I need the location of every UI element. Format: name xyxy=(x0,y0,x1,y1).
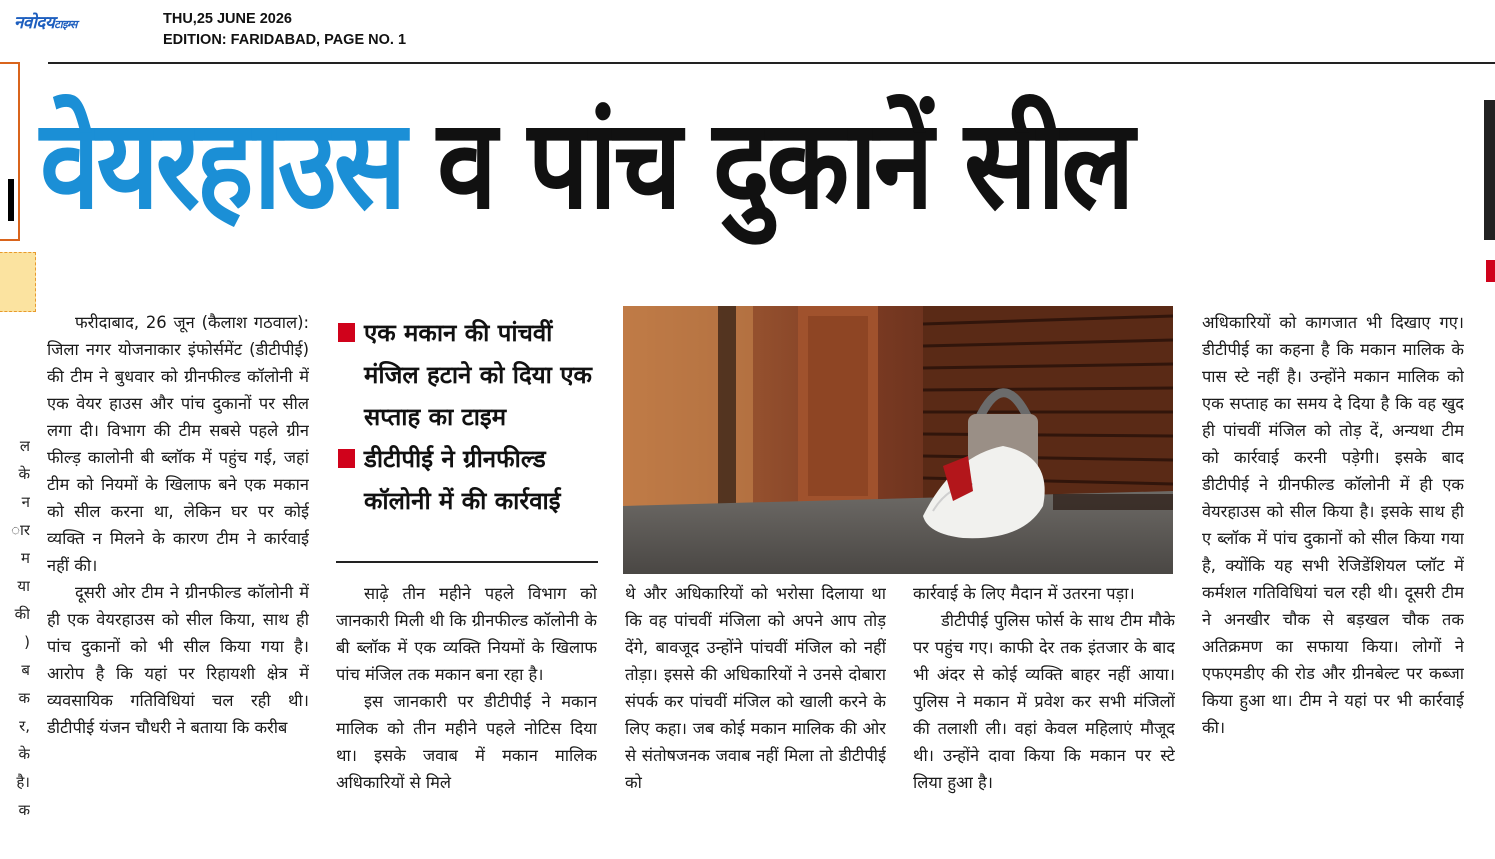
news-photo-sealed-lock[interactable] xyxy=(623,306,1173,574)
article-paragraph: साढ़े तीन महीने पहले विभाग को जानकारी मिली थी कि ग्रीनफील्ड कॉलोनी के बी ब्लॉक में एक व्यक्ति नियमों के खिलाफ पांच मंजिल तक मकान बना रहा है। xyxy=(336,584,597,684)
article-paragraph: थे और अधिकारियों को भरोसा दिलाया था कि वह पांचवीं मंजिला को अपने आप तोड़ देंगे, बावजूद उन्होंने पांचवीं मंजिल को नहीं तोड़ा। इससे की अधिकारियों ने उनसे दोबारा संपर्क कर पांचवीं मंजिल को खाली करने के लिए कहा। जब कोई मकान मालिक की ओर से संतोषजनक जवाब नहीं मिला तो डीटीपीई को xyxy=(625,584,886,792)
article-paragraph: दूसरी ओर टीम ने ग्रीनफील्ड कॉलोनी में ही एक वेयरहाउस को सील किया, साथ ही पांच दुकानों को भी सील किया गया है। आरोप है कि यहां पर रिहायशी क्षेत्र में व्यवसायिक गतिविधियां चल रही थी। डीटीपीई यंजन चौधरी ने बताया कि करीब xyxy=(47,583,309,737)
adjacent-right-strip xyxy=(1478,92,1495,859)
header-rule xyxy=(48,62,1495,64)
subheadline-item: डीटीपीई ने ग्रीनफील्ड कॉलोनी में की कार्रवाई xyxy=(336,438,598,522)
subheadline-rule xyxy=(336,561,598,563)
article-paragraph: इस जानकारी पर डीटीपीई ने मकान मालिक को तीन महीने पहले नोटिस दिया था। इसके जवाब में मकान मालिक अधिकारियों से मिले xyxy=(336,692,597,792)
headline xyxy=(40,70,1131,285)
logo-main: नवोदय xyxy=(14,13,55,33)
article-column-4 xyxy=(913,580,1175,850)
article-paragraph: फरीदाबाद, 26 जून (कैलाश गठवाल): जिला नगर योजनाकार इंफोर्समेंट (डीटीपीई) की टीम ने बुधवार को ग्रीनफील्ड कॉलोनी में एक वेयर हाउस और पांच दुकानों पर सील लगा दी। विभाग की टीम सबसे पहले ग्रीन फील्ड़ कालोनी बी ब्लॉक में पहुंच गई, जहां टीम को नियमों के खिलाफ बने एक मकान को सील करना था, लेकिन घर पर कोई व्यक्ति न मिलने के कारण टीम ने कार्रवाई नहीं की। xyxy=(47,313,309,575)
page-header xyxy=(0,0,1495,60)
sealed-lock-photo xyxy=(623,306,1173,574)
headline-highlight: वेयरहाउस xyxy=(40,93,404,237)
article-column-1 xyxy=(47,309,309,857)
adjacent-headline-fragment xyxy=(1484,100,1495,240)
headline-rest: व पांच दुकानें सील xyxy=(403,93,1132,237)
article-paragraph: कार्रवाई के लिए मैदान में उतरना पड़ा। xyxy=(913,584,1135,603)
subheadline-box xyxy=(336,312,598,570)
newspaper-logo[interactable] xyxy=(14,10,77,33)
adjacent-ad-box xyxy=(0,252,36,312)
article-paragraph: डीटीपीई पुलिस फोर्स के साथ टीम मौके पर पहुंच गए। काफी देर तक इंतजार के बाद भी अंदर से कोई व्यक्ति बाहर नहीं आया। पुलिस ने मकान में प्रवेश कर सभी मंजिलों की तलाशी ली। वहां केवल महिलाएं मौजूद थी। उन्होंने दावा किया कि मकान पर स्टे लिया हुआ है। xyxy=(913,611,1175,792)
subheadline-item: एक मकान की पांचवीं मंजिल हटाने को दिया एक सप्ताह का टाइम xyxy=(336,312,598,438)
article-paragraph: अधिकारियों को कागजात भी दिखाए गए। डीटीपीई का कहना है कि मकान मालिक के पास स्टे नहीं है। उन्होंने मकान मालिक को एक सप्ताह का समय दे दिया है कि वह खुद ही पांचवीं मंजिल को तोड़ दें, अन्यथा टीम को कार्रवाई करनी पड़ेगी। इसके बाद डीटीपीई ने ग्रीनफील्ड कॉलोनी में ही एक वेयरहाउस को सील किया है। इसके साथ ही ए ब्लॉक में पांच दुकानों को सील किया गया है, क्योंकि यह सभी रेजिडेंशियल प्लॉट में कर्मशल गतिविधियां चल रही थी। दूसरी टीम ने अनखीर चौक से बड़खल चौक तक अतिक्रमण का सफाया किया। लोगों ने एफएमडीए की रोड और ग्रीनबेल्ट पर कब्जा किया हुआ था। टीम ने यहां पर भी कार्रवाई की। xyxy=(1202,313,1464,737)
logo-sub: टाइम्स xyxy=(54,18,77,31)
edition-info: EDITION: FARIDABAD, PAGE NO. 1 xyxy=(163,32,407,48)
article-column-3 xyxy=(625,580,886,850)
edition-date: THU,25 JUNE 2026 xyxy=(163,11,292,27)
article-column-2 xyxy=(336,580,597,850)
adjacent-box xyxy=(0,62,20,241)
adjacent-bullet-fragment xyxy=(1486,260,1495,282)
article-column-5 xyxy=(1202,309,1464,849)
adjacent-article-strip xyxy=(0,62,36,859)
edition-meta xyxy=(163,9,406,51)
adjacent-article-text: ल के न ार म या की ) ब क र, के है। क xyxy=(11,437,30,819)
